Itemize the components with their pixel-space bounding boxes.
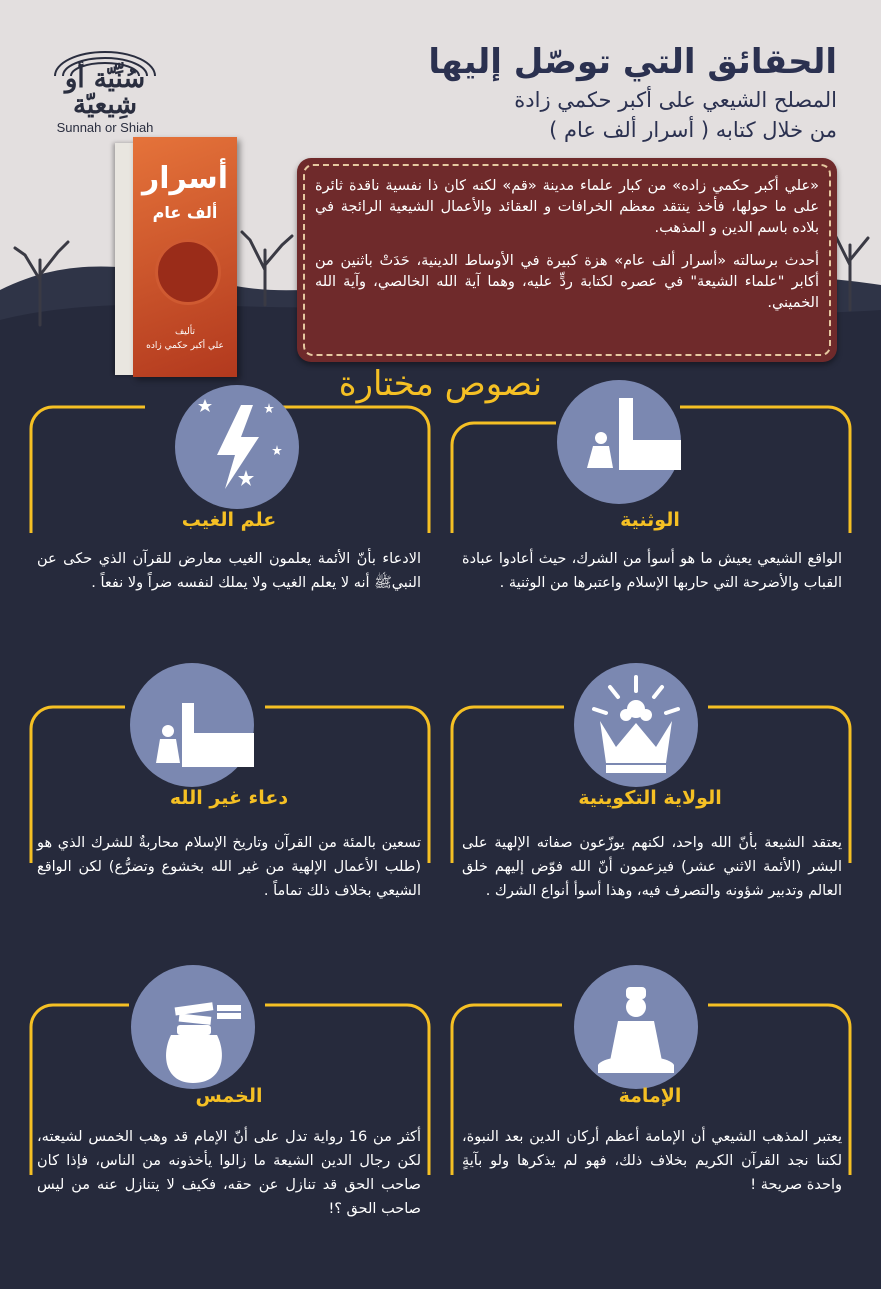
- card-icon-circle: [574, 965, 698, 1089]
- book-author: علي أكبر حكمي زاده: [146, 341, 224, 351]
- card-imamah: [446, 965, 854, 1255]
- card-wilayah: [446, 663, 854, 943]
- star-icon: [237, 469, 255, 487]
- book-cover: [115, 137, 237, 377]
- card-khums: [25, 965, 433, 1255]
- card-text: أكثر من 16 رواية تدل على أنّ الإمام قد وهب الخمس لشيعته، لكن رجال الدين الشيعة ما زالوا يأخذونه من الناس، فإذا كان صاحب الحق قد تنازل عن حقه، فكيف لا يتنازل عنه من ليس صاحب الحق ؟!: [37, 1129, 421, 1217]
- rainbow-icon: [45, 48, 165, 78]
- card-title: الخمس: [195, 1085, 263, 1107]
- book-author-label: تأليف: [174, 327, 196, 337]
- card-icon-circle: [130, 663, 254, 787]
- page-subtitle: المصلح الشيعي على أكبر حكمي زادة: [514, 88, 837, 112]
- praying-at-tomb-icon: [130, 663, 254, 787]
- card-icon-circle: [557, 380, 681, 504]
- section-title: نصوص مختارة: [338, 364, 543, 404]
- card-title: الوثنية: [620, 509, 680, 531]
- card-supplication: [25, 663, 433, 943]
- card-icon-circle: [175, 385, 299, 509]
- card-title: دعاء غير الله: [169, 787, 289, 809]
- page-title: الحقائق التي توصّل إليها: [428, 42, 837, 82]
- book-title-line2: ألف عام: [152, 203, 218, 222]
- praying-at-tomb-icon: [557, 380, 681, 504]
- card-title: الإمامة: [618, 1085, 682, 1107]
- card-icon-circle: [574, 663, 698, 787]
- card-text: الادعاء بأنّ الأئمة يعلمون الغيب معارض للقرآن الذي حكى عن النبيﷺ أنه لا يعلم الغيب ولا يملك لنفسه ضراً ولا نفعاً .: [37, 551, 421, 591]
- card-title: علم الغيب: [181, 509, 277, 531]
- brand-logo: [30, 48, 180, 135]
- money-bag-icon: [131, 965, 255, 1089]
- card-text: يعتبر المذهب الشيعي أن الإمامة أعظم أركان الدين بعد النبوة، لكننا نجد القرآن الكريم بخلاف ذلك، فهو لم يذكرها ولو بآيةٍ واحدة صريحة !: [462, 1129, 842, 1193]
- card-text: يعتقد الشيعة بأنّ الله واحد، لكنهم يوزّعون صفاته الإلهية على البشر (الأئمة الاثني عشر) فيزعمون أنّ الله فوّض إليهم خلق العالم وتدبير شؤونه والتصرف فيه، وهذا أسوأ أنواع الشرك .: [462, 835, 842, 899]
- crown-icon: [574, 663, 698, 787]
- intro-box: [297, 158, 837, 362]
- book-emblem: [155, 239, 221, 305]
- intro-paragraph-1: «علي أكبر حكمي زاده» من كبار علماء مدينة «قم» لكنه كان ذا نفسية ناقدة ثائرة على ما حولها، فأخذ ينتقد معظم الخرافات و العقائد والأعمال الشيعية الرائجة في بلاده باسم الدين و المذهب.: [315, 178, 819, 236]
- intro-paragraph-2: أحدث برسالته «أسرار ألف عام» هزة كبيرة في الأوساط الدينية، حَدَتْ باثنين من أكابر "علماء الشيعة" في عصره لكتابة ردٍّ عليه، وهما آية الله الخالصي، وآية الله الخميني.: [315, 253, 819, 311]
- book-title-line1: أسرار: [141, 161, 228, 196]
- card-idolatry: [446, 385, 854, 625]
- card-text: تسعين بالمئة من القرآن وتاريخ الإسلام محاربةٌ للشرك الذي هو (طلب الأعمال الإلهية من غير الله بخشوع وتضرُّع) لكن الواقع الشيعي بخلاف ذلك تماماً .: [37, 835, 421, 899]
- card-unseen-knowledge: [25, 385, 433, 625]
- card-icon-circle: [131, 965, 255, 1089]
- lightning-icon: [175, 385, 299, 509]
- page-subtitle-book: من خلال كتابه ( أسرار ألف عام ): [549, 118, 837, 142]
- brand-arabic-name: سُنِّيّة أو شِيعيّة: [64, 64, 146, 120]
- seated-cleric-icon: [574, 965, 698, 1089]
- brand-english-name: Sunnah or Shiah: [56, 120, 154, 135]
- card-title: الولاية التكوينية: [578, 787, 722, 809]
- card-text: الواقع الشيعي يعيش ما هو أسوأ من الشرك، حيث أعادوا عبادة القباب والأضرحة التي حاربها الإسلام واعتبرها من الوثنية .: [462, 551, 842, 591]
